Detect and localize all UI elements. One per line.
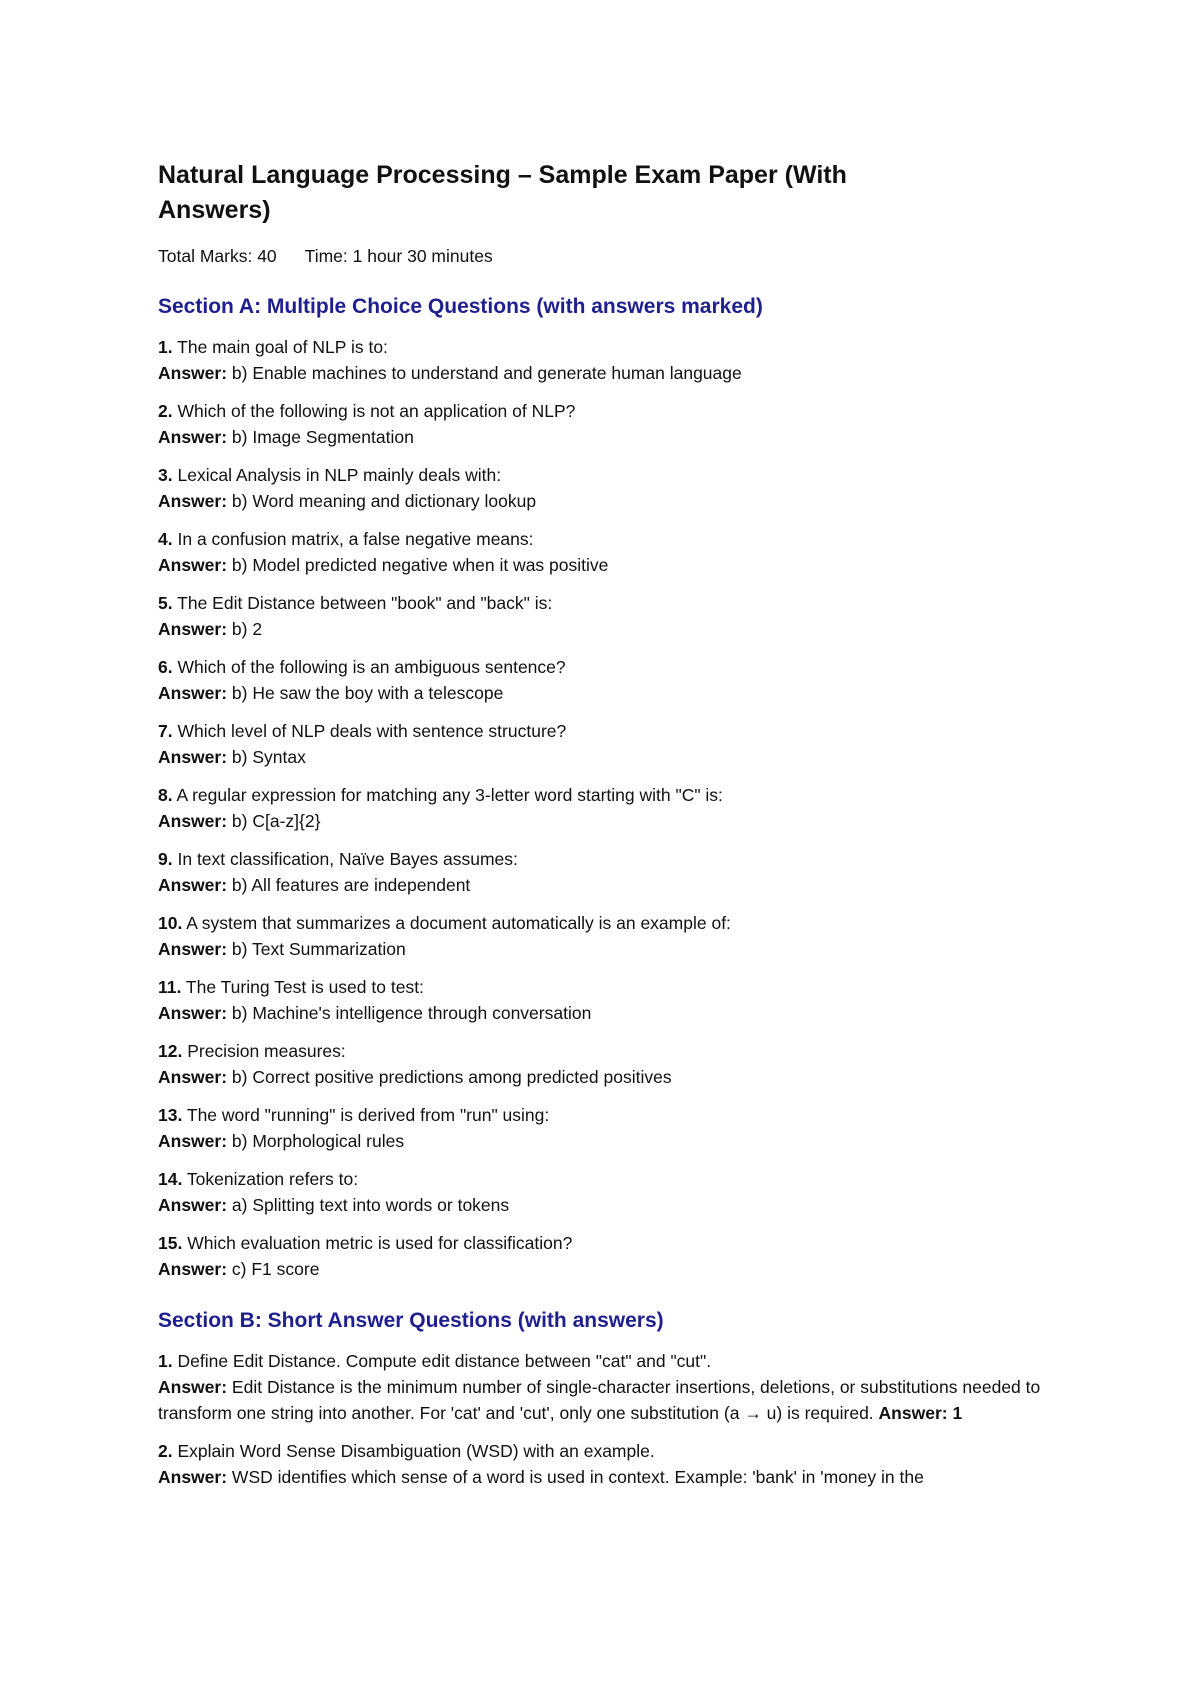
question-number: 7. [158,721,173,741]
answer-text: c) F1 score [231,1259,320,1279]
question-text: Which of the following is not an application of NLP? [177,401,576,421]
answer-text: b) Word meaning and dictionary lookup [231,491,537,511]
mcq-item [158,1166,1080,1218]
answer-label: Answer: [158,747,228,767]
answer-text: a) Splitting text into words or tokens [231,1195,510,1215]
answer-label: Answer: [158,1195,228,1215]
section-a-heading: Section A: Multiple Choice Questions (with answers marked) [158,295,763,318]
section-a-list [158,334,1080,1282]
question-number: 6. [158,657,173,677]
question-number: 8. [158,785,173,805]
question-number: 1. [158,337,173,357]
exam-meta [158,244,1080,268]
question-number: 15. [158,1233,183,1253]
mcq-item [158,654,1080,706]
mcq-item [158,1102,1080,1154]
question-number: 14. [158,1169,183,1189]
mcq-item [158,718,1080,770]
question-text: In a confusion matrix, a false negative means: [177,529,534,549]
question-text: In text classification, Naïve Bayes assumes: [177,849,518,869]
question-text: The Turing Test is used to test: [185,977,424,997]
answer-label: Answer: [158,1467,228,1487]
question-text: Which level of NLP deals with sentence structure? [177,721,567,741]
section-b-list [158,1348,1080,1490]
answer-text: b) Image Segmentation [231,427,414,447]
answer-text: b) Enable machines to understand and generate human language [231,363,742,383]
mcq-item [158,462,1080,514]
document-title: Natural Language Processing – Sample Exam Paper (With Answers) [158,161,847,224]
answer-label: Answer: [158,555,228,575]
mcq-item [158,1038,1080,1090]
question-number: 2. [158,1441,173,1461]
answer-text: b) 2 [231,619,263,639]
answer-label: Answer: [158,875,228,895]
mcq-item [158,398,1080,450]
mcq-item [158,974,1080,1026]
answer-label: Answer: [158,1003,228,1023]
question-number: 5. [158,593,173,613]
question-number: 4. [158,529,173,549]
question-text: A system that summarizes a document automatically is an example of: [186,913,731,933]
question-text: Define Edit Distance. Compute edit distance between "cat" and "cut". [177,1351,712,1371]
question-number: 9. [158,849,173,869]
exam-time: Time: 1 hour 30 minutes [304,246,493,266]
mcq-item [158,910,1080,962]
answer-label: Answer: [158,939,228,959]
question-number: 12. [158,1041,183,1061]
mcq-item [158,1230,1080,1282]
answer-text: b) He saw the boy with a telescope [231,683,504,703]
question-number: 3. [158,465,173,485]
answer-label: Answer: [158,427,228,447]
question-text: Tokenization refers to: [186,1169,359,1189]
answer-label: Answer: [158,1377,228,1397]
mcq-item [158,846,1080,898]
question-text: Which evaluation metric is used for classification? [187,1233,573,1253]
question-text: The Edit Distance between "book" and "back" is: [177,593,553,613]
mcq-item [158,334,1080,386]
answer-text: b) Machine's intelligence through conversation [231,1003,592,1023]
answer-label: Answer: [158,619,228,639]
answer-label: Answer: [158,1131,228,1151]
total-marks: Total Marks: 40 [158,246,277,266]
question-text: Precision measures: [187,1041,346,1061]
answer-text: b) Model predicted negative when it was positive [231,555,609,575]
answer-label: Answer: [158,491,228,511]
answer-text: Edit Distance is the minimum number of single-character insertions, deletions, or substitutions needed to transform one string into another. For 'cat' and 'cut', only one substitution (a → u) is required. [158,1377,1041,1423]
question-number: 2. [158,401,173,421]
question-number: 11. [158,977,182,997]
answer-label: Answer: [158,1259,228,1279]
answer-label: Answer: [158,363,228,383]
answer-text: b) Text Summarization [231,939,406,959]
section-b-heading: Section B: Short Answer Questions (with answers) [158,1309,664,1332]
short-answer-item [158,1348,1058,1426]
question-text: Explain Word Sense Disambiguation (WSD) with an example. [177,1441,655,1461]
question-text: The word "running" is derived from "run" using: [186,1105,550,1125]
answer-label: Answer: [158,1067,228,1087]
mcq-item [158,526,1080,578]
answer-text: b) All features are independent [231,875,471,895]
question-number: 13. [158,1105,183,1125]
mcq-item [158,782,1080,834]
question-text: The main goal of NLP is to: [177,337,388,357]
final-answer: Answer: 1 [878,1403,963,1423]
answer-label: Answer: [158,683,228,703]
answer-text: b) Morphological rules [231,1131,405,1151]
answer-text: WSD identifies which sense of a word is used in context. Example: 'bank' in 'money in the [231,1467,924,1487]
answer-label: Answer: [158,811,228,831]
question-text: Lexical Analysis in NLP mainly deals with: [177,465,502,485]
question-number: 1. [158,1351,173,1371]
short-answer-item [158,1438,1058,1490]
mcq-item [158,590,1080,642]
answer-text: b) C[a-z]{2} [231,811,321,831]
answer-text: b) Syntax [231,747,306,767]
question-text: A regular expression for matching any 3-letter word starting with "C" is: [176,785,723,805]
question-text: Which of the following is an ambiguous sentence? [177,657,566,677]
answer-text: b) Correct positive predictions among predicted positives [231,1067,672,1087]
question-number: 10. [158,913,183,933]
